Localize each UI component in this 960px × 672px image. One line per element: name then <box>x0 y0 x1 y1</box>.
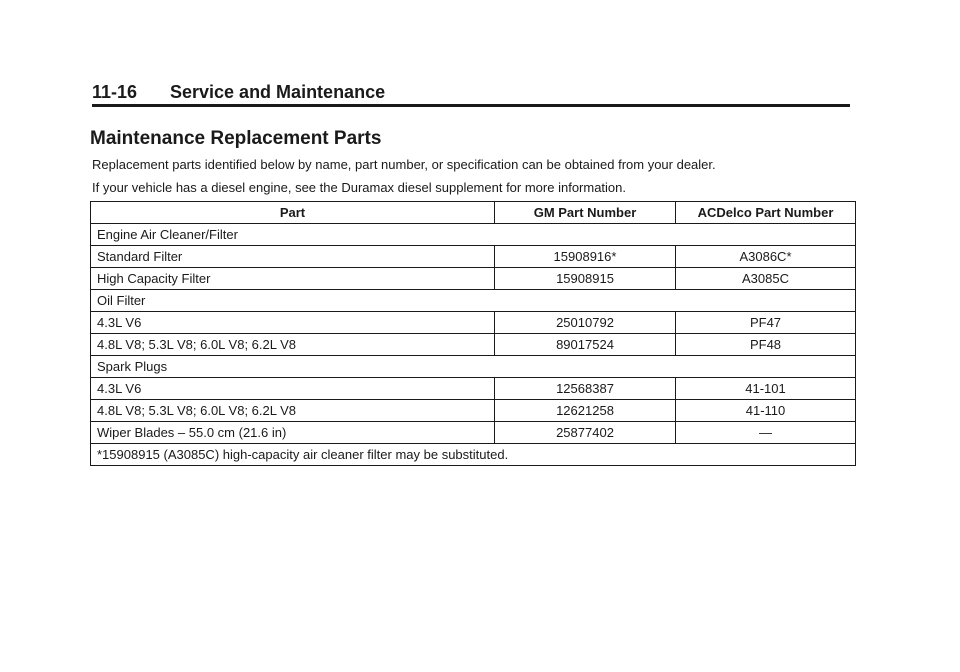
page-number: 11-16 <box>92 82 138 102</box>
section-title: Service and Maintenance <box>170 82 386 102</box>
acdelco-part-number: — <box>676 422 856 444</box>
acdelco-part-number: 41-110 <box>676 400 856 422</box>
group-row <box>91 224 856 246</box>
group-label: Oil Filter <box>91 290 856 312</box>
group-label: Spark Plugs <box>91 356 856 378</box>
column-header-part: Part <box>91 202 495 224</box>
table-row <box>91 378 856 400</box>
table-header-row <box>91 202 856 224</box>
part-name: Wiper Blades – 55.0 cm (21.6 in) <box>91 422 495 444</box>
page-header <box>92 80 850 107</box>
column-header-gm-part-number: GM Part Number <box>495 202 676 224</box>
page-heading: Maintenance Replacement Parts <box>90 128 382 149</box>
gm-part-number: 15908915 <box>495 268 676 290</box>
group-row <box>91 290 856 312</box>
table-row <box>91 400 856 422</box>
acdelco-part-number: A3085C <box>676 268 856 290</box>
gm-part-number: 15908916* <box>495 246 676 268</box>
table-row <box>91 246 856 268</box>
diesel-note-paragraph: If your vehicle has a diesel engine, see the Duramax diesel supplement for more information. <box>92 180 627 195</box>
part-name: 4.8L V8; 5.3L V8; 6.0L V8; 6.2L V8 <box>91 400 495 422</box>
gm-part-number: 12621258 <box>495 400 676 422</box>
intro-paragraph: Replacement parts identified below by name, part number, or specification can be obtained from your dealer. <box>92 157 716 172</box>
acdelco-part-number: 41-101 <box>676 378 856 400</box>
part-name: 4.3L V6 <box>91 378 495 400</box>
table-row <box>91 334 856 356</box>
group-row <box>91 356 856 378</box>
gm-part-number: 25010792 <box>495 312 676 334</box>
table-footnote: *15908915 (A3085C) high-capacity air cleaner filter may be substituted. <box>91 444 856 466</box>
gm-part-number: 12568387 <box>495 378 676 400</box>
table-row <box>91 312 856 334</box>
group-label: Engine Air Cleaner/Filter <box>91 224 856 246</box>
table-row <box>91 422 856 444</box>
part-name: High Capacity Filter <box>91 268 495 290</box>
part-name: 4.8L V8; 5.3L V8; 6.0L V8; 6.2L V8 <box>91 334 495 356</box>
acdelco-part-number: PF48 <box>676 334 856 356</box>
gm-part-number: 89017524 <box>495 334 676 356</box>
gm-part-number: 25877402 <box>495 422 676 444</box>
part-name: Standard Filter <box>91 246 495 268</box>
acdelco-part-number: A3086C* <box>676 246 856 268</box>
acdelco-part-number: PF47 <box>676 312 856 334</box>
table-row <box>91 268 856 290</box>
column-header-acdelco-part-number: ACDelco Part Number <box>676 202 856 224</box>
footnote-row <box>91 444 856 466</box>
part-name: 4.3L V6 <box>91 312 495 334</box>
parts-table <box>90 201 856 466</box>
